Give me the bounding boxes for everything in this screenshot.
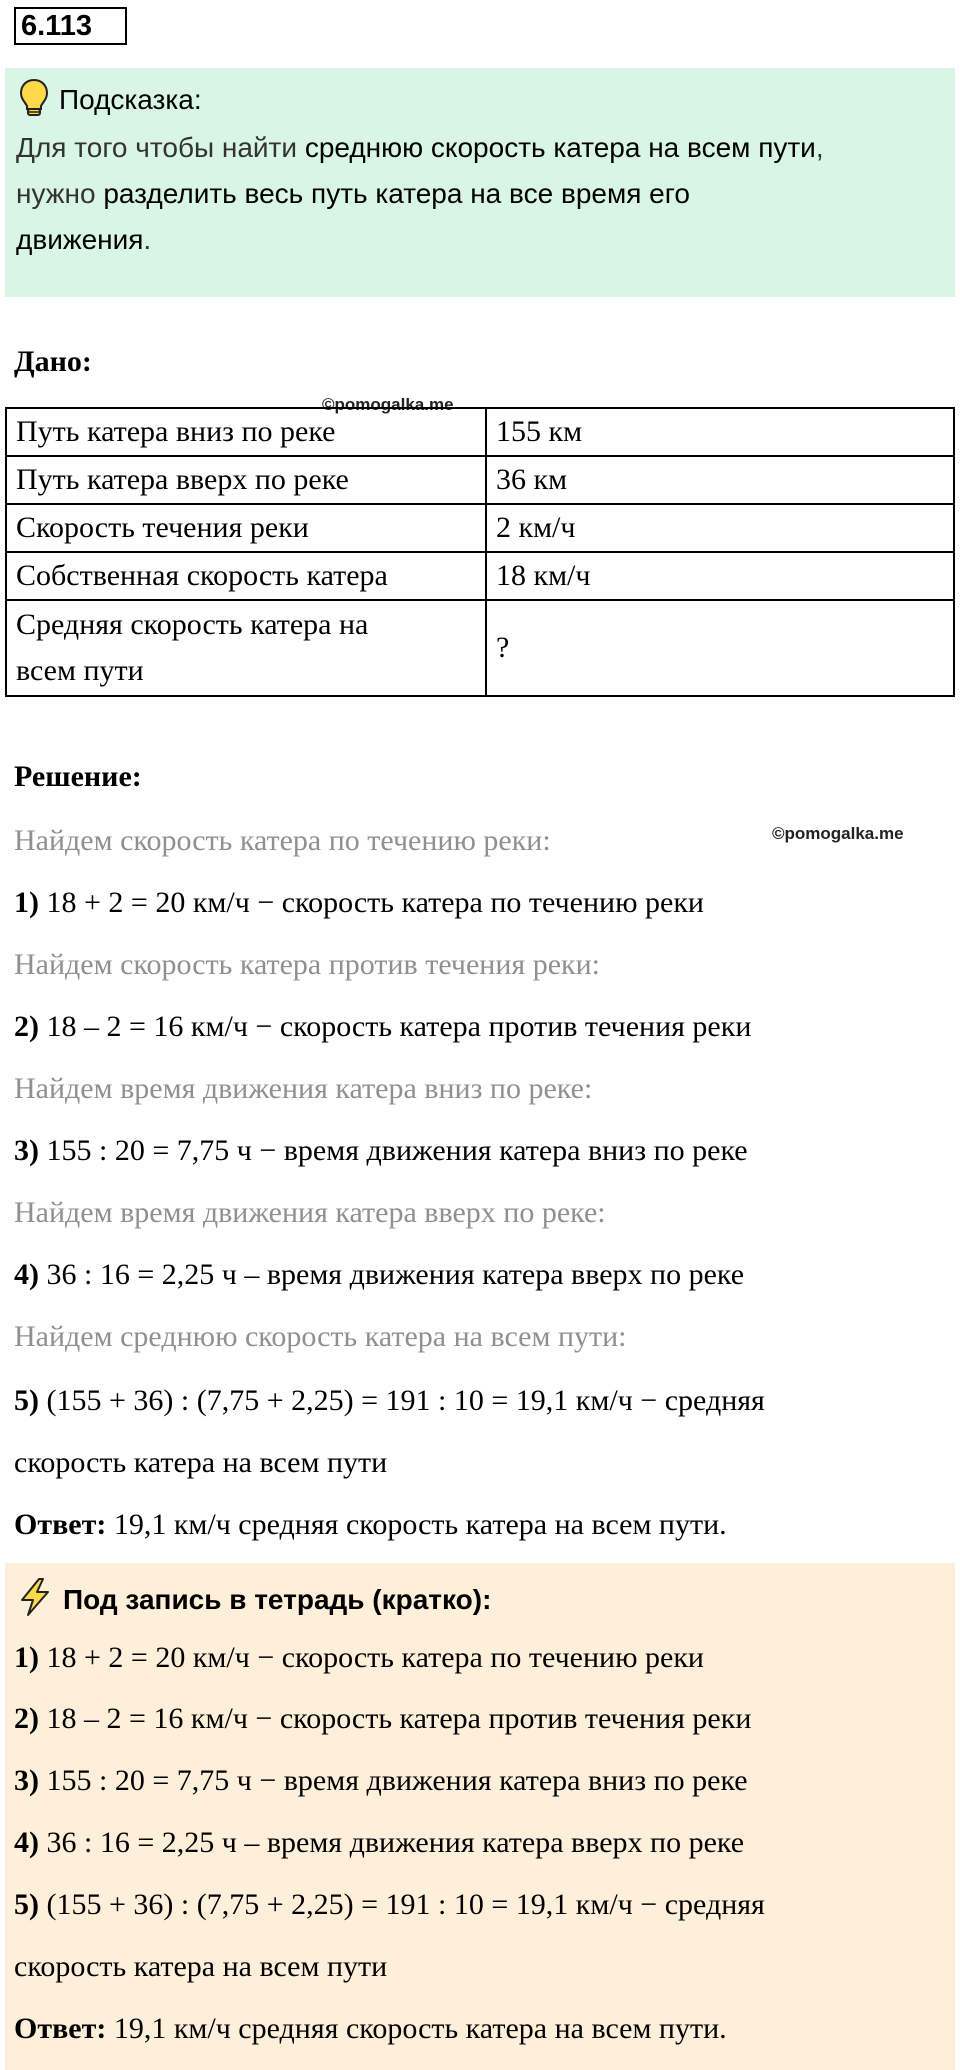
note-box bbox=[5, 1563, 955, 2070]
step-hint: Найдем время движения катера вверх по реке: bbox=[14, 1196, 606, 1229]
note-line bbox=[14, 1641, 704, 1675]
given-value: ? bbox=[486, 600, 954, 696]
hint-text-part: . bbox=[143, 224, 152, 255]
step-number: 1) bbox=[14, 886, 39, 919]
step-line bbox=[14, 1384, 765, 1418]
table-row bbox=[6, 504, 954, 552]
step-text: (155 + 36) : (7,75 + 2,25) = 191 : 10 = 19,1 км/ч − средняя bbox=[39, 1384, 765, 1417]
table-row bbox=[6, 456, 954, 504]
given-label: Путь катера вниз по реке bbox=[6, 408, 486, 456]
given-label-line: Средняя скорость катера на bbox=[16, 608, 369, 641]
table-row bbox=[6, 552, 954, 600]
lightbulb-icon bbox=[19, 78, 49, 123]
step-line-continuation: скорость катера на всем пути bbox=[14, 1446, 388, 1479]
note-title: Под запись в тетрадь (кратко): bbox=[63, 1583, 492, 1615]
step-number: 4) bbox=[14, 1826, 39, 1859]
hint-header bbox=[19, 80, 202, 120]
answer-text: 19,1 км/ч средняя скорость катера на всем пути. bbox=[106, 1508, 727, 1541]
answer-label: Ответ: bbox=[14, 1508, 107, 1541]
given-title: Дано: bbox=[14, 345, 92, 378]
note-line bbox=[14, 1826, 744, 1860]
given-label bbox=[6, 600, 486, 696]
step-number: 3) bbox=[14, 1764, 39, 1797]
step-number: 4) bbox=[14, 1258, 39, 1291]
answer-label: Ответ: bbox=[14, 2012, 107, 2045]
given-value: 155 км bbox=[486, 408, 954, 456]
step-number: 2) bbox=[14, 1010, 39, 1043]
hint-text-part: нужно bbox=[16, 178, 104, 209]
hint-text-emphasis: разделить весь путь катера на все время его bbox=[103, 178, 690, 209]
watermark: ©pomogalka.me bbox=[322, 395, 454, 414]
given-table bbox=[5, 407, 955, 697]
step-number: 3) bbox=[14, 1134, 39, 1167]
note-header bbox=[17, 1577, 491, 1622]
hint-title: Подсказка: bbox=[59, 84, 202, 115]
note-line bbox=[14, 1702, 751, 1736]
step-text: (155 + 36) : (7,75 + 2,25) = 191 : 10 = 19,1 км/ч − средняя bbox=[39, 1888, 765, 1921]
hint-text-part: Для того чтобы найти bbox=[16, 132, 305, 163]
step-text: 18 – 2 = 16 км/ч − скорость катера против течения реки bbox=[39, 1010, 752, 1043]
step-text: 155 : 20 = 7,75 ч − время движения катера вниз по реке bbox=[39, 1134, 748, 1167]
hint-box bbox=[5, 68, 955, 297]
step-text: 155 : 20 = 7,75 ч − время движения катера вниз по реке bbox=[39, 1764, 748, 1797]
step-text: 18 + 2 = 20 км/ч − скорость катера по течению реки bbox=[39, 886, 704, 919]
note-line-continuation: скорость катера на всем пути bbox=[14, 1950, 388, 1983]
step-line bbox=[14, 1258, 744, 1292]
step-hint: Найдем среднюю скорость катера на всем пути: bbox=[14, 1320, 627, 1353]
step-number: 1) bbox=[14, 1641, 39, 1674]
task-number: 6.113 bbox=[14, 7, 127, 45]
solution-title: Решение: bbox=[14, 760, 142, 793]
given-label: Путь катера вверх по реке bbox=[6, 456, 486, 504]
given-label: Собственная скорость катера bbox=[6, 552, 486, 600]
watermark: ©pomogalka.me bbox=[772, 824, 904, 843]
step-text: 18 – 2 = 16 км/ч − скорость катера против течения реки bbox=[39, 1702, 752, 1735]
step-line bbox=[14, 1010, 751, 1044]
answer-text: 19,1 км/ч средняя скорость катера на всем пути. bbox=[106, 2012, 727, 2045]
hint-text-emphasis: движения bbox=[16, 224, 144, 255]
note-line bbox=[14, 1888, 765, 1922]
step-hint: Найдем время движения катера вниз по реке: bbox=[14, 1072, 593, 1105]
step-line bbox=[14, 1134, 748, 1168]
hint-text-emphasis: среднюю скорость катера на всем пути bbox=[304, 132, 816, 163]
step-number: 5) bbox=[14, 1888, 39, 1921]
lightning-icon bbox=[17, 1577, 53, 1622]
step-text: 18 + 2 = 20 км/ч − скорость катера по течению реки bbox=[39, 1641, 704, 1674]
step-number: 5) bbox=[14, 1384, 39, 1417]
step-text: 36 : 16 = 2,25 ч – время движения катера вверх по реке bbox=[39, 1826, 745, 1859]
hint-text bbox=[16, 125, 946, 263]
given-value: 36 км bbox=[486, 456, 954, 504]
step-number: 2) bbox=[14, 1702, 39, 1735]
hint-text-part: , bbox=[815, 132, 824, 163]
note-answer-line bbox=[14, 2012, 727, 2046]
given-value: 2 км/ч bbox=[486, 504, 954, 552]
step-hint: Найдем скорость катера по течению реки: bbox=[14, 824, 551, 857]
note-line bbox=[14, 1764, 748, 1798]
table-row bbox=[6, 600, 954, 696]
table-row bbox=[6, 408, 954, 456]
given-value: 18 км/ч bbox=[486, 552, 954, 600]
given-label: Скорость течения реки bbox=[6, 504, 486, 552]
step-text: 36 : 16 = 2,25 ч – время движения катера вверх по реке bbox=[39, 1258, 745, 1291]
step-line bbox=[14, 886, 704, 920]
given-label-line: всем пути bbox=[16, 654, 144, 687]
step-hint: Найдем скорость катера против течения реки: bbox=[14, 948, 600, 981]
answer-line bbox=[14, 1508, 727, 1542]
